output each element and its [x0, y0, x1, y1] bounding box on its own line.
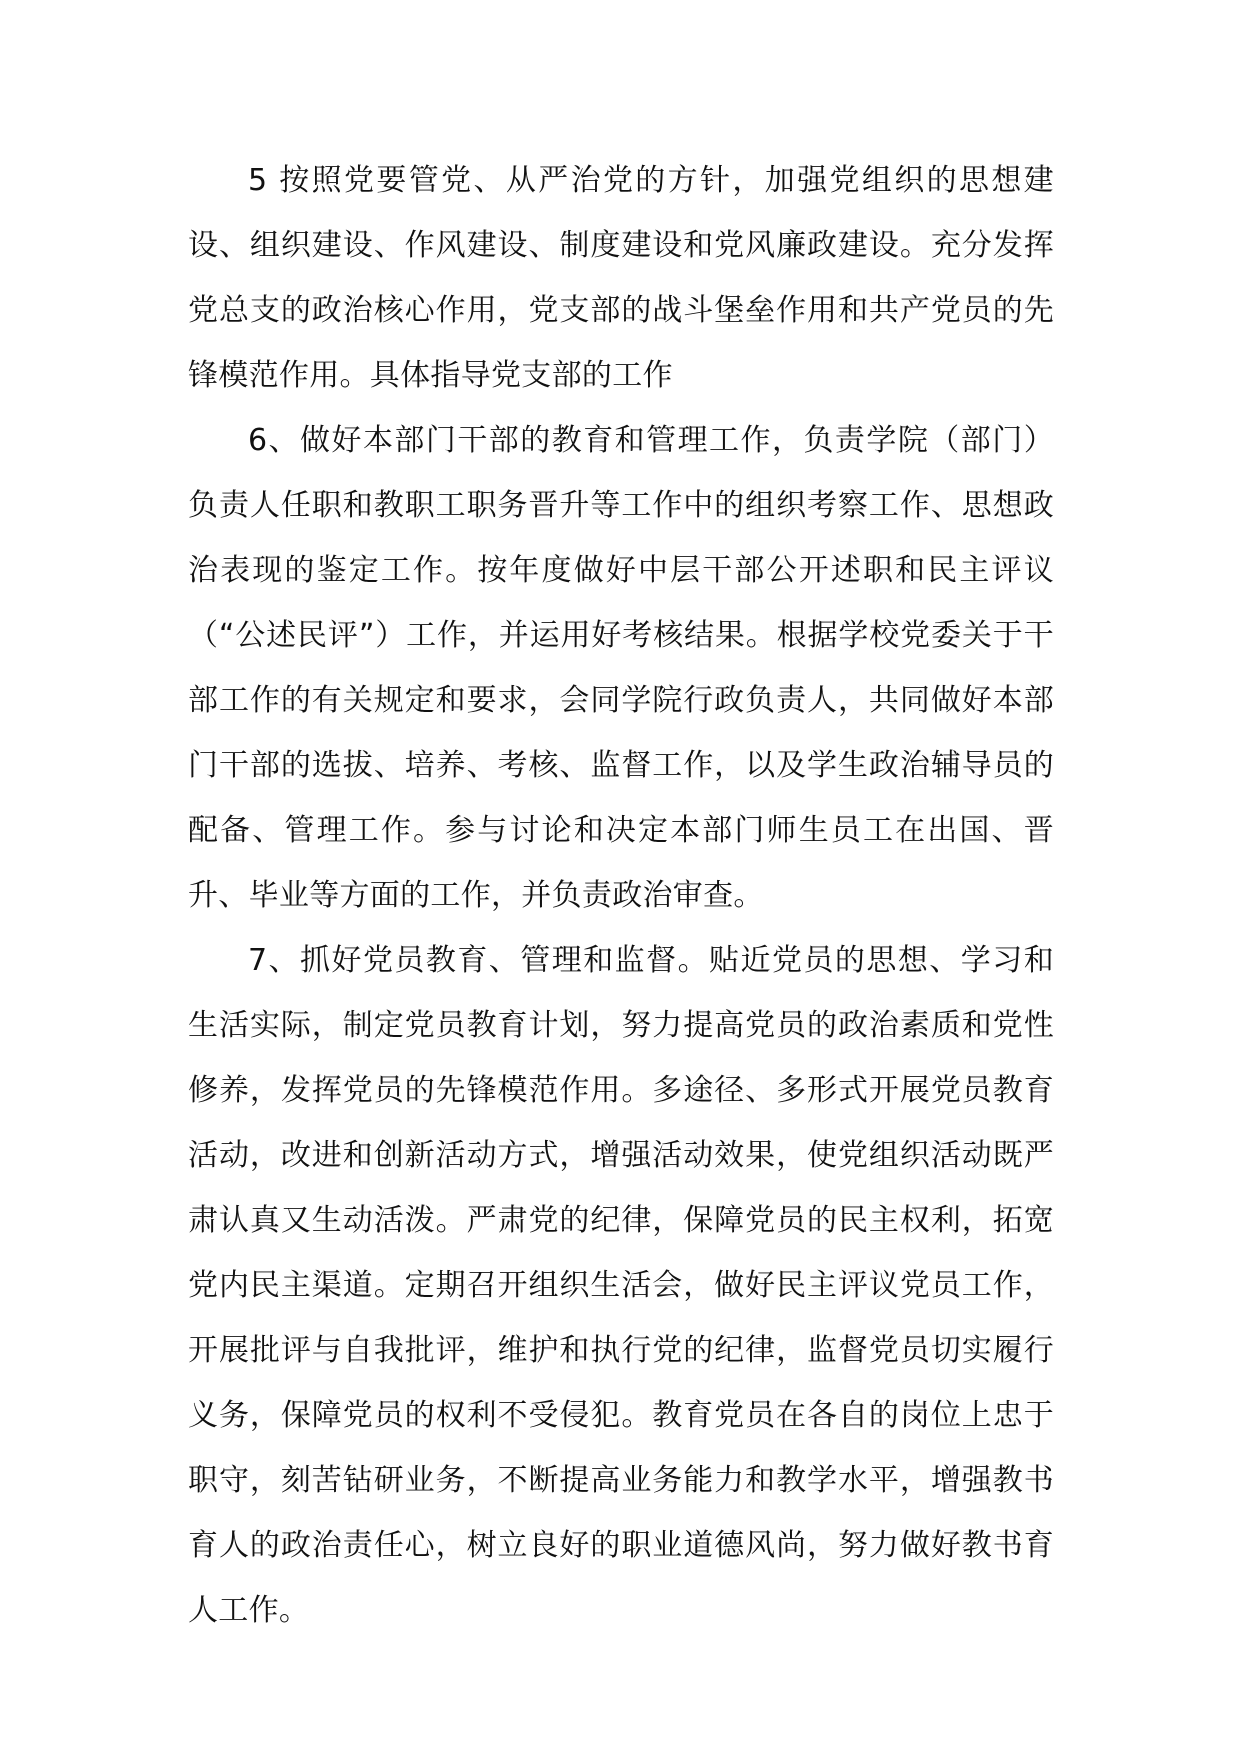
- paragraph-item-6: 6、做好本部门干部的教育和管理工作，负责学院（部门）负责人任职和教职工职务晋升等工作中的组织考察工作、思想政治表现的鉴定工作。按年度做好中层干部公开述职和民主评议（“公述民评”）工作，并运用好考核结果。根据学校党委关于干部工作的有关规定和要求，会同学院行政负责人，共同做好本部门干部的选拔、培养、考核、监督工作，以及学生政治辅导员的配备、管理工作。参与讨论和决定本部门师生员工在出国、晋升、毕业等方面的工作，并负责政治审查。: [188, 423, 1054, 913]
- paragraph-item-7: 7、抓好党员教育、管理和监督。贴近党员的思想、学习和生活实际，制定党员教育计划，努力提高党员的政治素质和党性修养，发挥党员的先锋模范作用。多途径、多形式开展党员教育活动，改进和创新活动方式，增强活动效果，使党组织活动既严肃认真又生动活泼。严肃党的纪律，保障党员的民主权利，拓宽党内民主渠道。定期召开组织生活会，做好民主评议党员工作，开展批评与自我批评，维护和执行党的纪律，监督党员切实履行义务，保障党员的权利不受侵犯。教育党员在各自的岗位上忠于职守，刻苦钻研业务，不断提高业务能力和教学水平，增强教书育人的政治责任心，树立良好的职业道德风尚，努力做好教书育人工作。: [188, 943, 1054, 1628]
- paragraph-item-5: 5 按照党要管党、从严治党的方针，加强党组织的思想建设、组织建设、作风建设、制度建设和党风廉政建设。充分发挥党总支的政治核心作用，党支部的战斗堡垒作用和共产党员的先锋模范作用。具体指导党支部的工作: [188, 163, 1054, 393]
- document-body: [188, 148, 1054, 1643]
